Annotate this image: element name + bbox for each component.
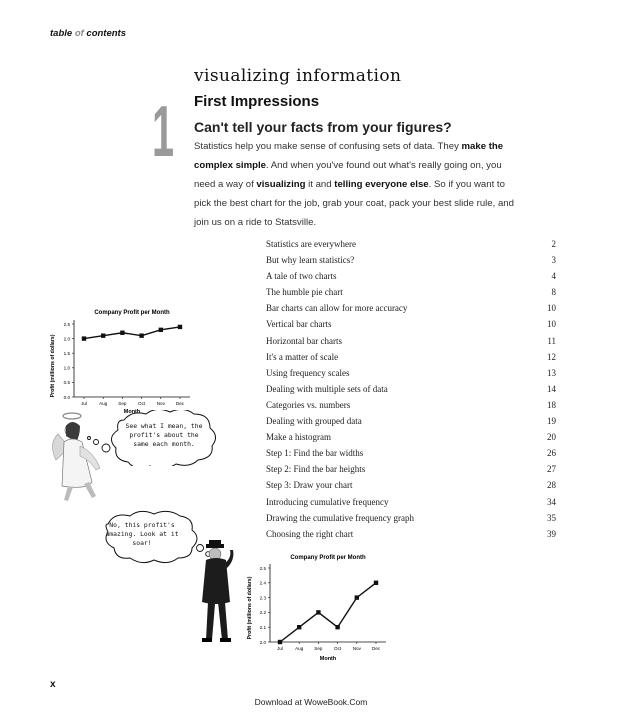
toc-entry[interactable] [266,446,556,462]
toc-entry-title: The humble pie chart [266,287,343,298]
page-number: x [50,679,56,690]
toc-entry-page: 35 [547,512,556,523]
toc-entry-title: Make a histogram [266,432,331,443]
toc-entry-title: Statistics are everywhere [266,239,356,249]
x-tick-label: Nov [156,401,165,406]
header-of: of [74,28,84,39]
y-axis-label: Profit (millions of dollars) [247,576,253,640]
series-line [84,327,180,339]
data-point [139,333,143,337]
toc-entry-title: Choosing the right chart [266,528,354,539]
data-point [374,581,378,585]
toc-entry[interactable] [266,511,556,527]
toc-entry-page: 27 [547,464,556,475]
toc-entry[interactable] [266,366,556,382]
toc-entry-page: 11 [547,335,556,346]
x-tick-label: Aug [295,646,304,651]
toc-entry-page: 26 [547,448,556,459]
toc-entry-title: Drawing the cumulative frequency graph [266,512,414,523]
toc-entry-title: Vertical bar charts [266,319,332,330]
toc-entry-page: 13 [547,367,556,378]
header-text-end: contents [83,28,127,39]
toc-entry[interactable] [266,237,556,253]
flat-profit-chart [48,304,196,416]
toc-entry-page: 8 [551,287,556,298]
y-axis-label: Profit (millions of dollars) [50,334,56,398]
x-axis-label: Month [123,409,141,415]
y-tick-label: 1.0 [63,365,70,371]
intro-text: it and [305,179,335,190]
y-tick-label: 0.5 [63,380,70,386]
intro-emphasis: make the complex simple [194,141,504,171]
x-tick-label: Dec [175,401,185,406]
x-tick-label: Oct [334,646,342,651]
toc-entry[interactable] [266,398,556,414]
data-point [335,625,339,629]
soaring-profit-chart [244,550,394,662]
x-tick-label: Sep [118,401,127,406]
x-tick-label: Jul [81,401,87,406]
data-point [355,595,359,599]
y-tick-label: 2.5 [259,565,266,571]
toc-entry-title: Dealing with grouped data [266,416,362,427]
toc-list [266,237,556,543]
toc-entry[interactable] [266,430,556,446]
intro-text: Statistics help you make sense of confusing sets of data. They [194,141,462,152]
toc-entry-page: 19 [547,416,556,427]
chapter-number: 1 [152,92,173,172]
header-text: table [50,28,75,39]
chapter-intro [194,137,524,232]
toc-entry[interactable] [266,317,556,333]
toc-entry-title: Bar charts can allow for more accuracy [266,303,408,314]
toc-entry[interactable] [266,253,556,269]
toc-entry[interactable] [266,382,556,398]
y-tick-label: 2.0 [63,336,70,342]
intro-text: . And when you've found out what's really going on, you need a way of [194,160,502,190]
x-tick-label: Oct [138,401,146,406]
toc-entry[interactable] [266,350,556,366]
toc-entry-page: 2 [551,239,556,249]
toc-entry[interactable] [266,285,556,301]
toc-entry[interactable] [266,527,556,543]
footer-watermark: Download at WoweBook.Com [254,697,368,707]
toc-entry-page: 10 [547,319,556,330]
toc-entry-title: Categories vs. numbers [266,399,351,410]
y-tick-label: 2.2 [259,610,266,616]
angel-illustration [52,408,118,508]
toc-entry-title: Introducing cumulative frequency [266,496,389,507]
toc-entry-page: 18 [547,399,556,410]
x-tick-label: Nov [352,646,361,651]
toc-entry[interactable] [266,462,556,478]
toc-entry-title: Horizontal bar charts [266,335,342,346]
data-point [297,625,301,629]
toc-entry[interactable] [266,334,556,350]
toc-entry-title: Step 2: Find the bar heights [266,464,366,475]
toc-entry-title: But why learn statistics? [266,255,355,266]
toc-entry[interactable] [266,269,556,285]
intro-emphasis: visualizing [256,179,306,190]
data-point [120,331,124,335]
data-point [316,610,320,614]
chapter-title: First Impressions [194,93,320,110]
y-tick-label: 2.0 [259,639,266,645]
y-tick-label: 2.1 [259,625,266,630]
toc-entry-page: 28 [547,480,556,491]
toc-entry[interactable] [266,478,556,494]
data-point [178,325,182,329]
data-point [82,336,86,340]
toc-entry-page: 12 [547,351,556,362]
y-tick-label: 2.5 [63,321,70,327]
man-illustration [196,540,242,646]
intro-text: . So if you want to pick the best chart for the job, grab your coat, pack your best slide rule, and join us on a ride to Statsville. [194,179,514,228]
chapter-kicker: visualizing information [194,66,402,86]
toc-entry[interactable] [266,301,556,317]
toc-entry[interactable] [266,495,556,511]
data-point [159,328,163,332]
chart-title: Company Profit per Month [290,555,366,561]
toc-entry-page: 34 [547,496,556,507]
toc-entry-page: 10 [547,303,556,314]
toc-entry-title: Dealing with multiple sets of data [266,383,388,394]
data-point [101,333,105,337]
toc-entry-title: A tale of two charts [266,271,337,282]
x-tick-label: Sep [314,646,323,651]
y-tick-label: 2.4 [259,580,266,586]
running-header [50,28,126,39]
toc-entry-title: Step 1: Find the bar widths [266,448,364,459]
series-line [280,583,376,642]
angel-quote: See what I mean, the profit's about the same each month. [125,422,203,448]
chart-title: Company Profit per Month [94,310,170,316]
chapter-subtitle: Can't tell your facts from your figures? [194,119,452,135]
y-tick-label: 2.3 [259,595,266,601]
data-point [278,640,282,644]
x-tick-label: Aug [99,401,108,406]
toc-entry-page: 4 [551,271,556,282]
y-tick-label: 0.0 [63,394,70,400]
toc-entry-page: 14 [547,383,556,394]
toc-entry-page: 39 [547,528,556,539]
toc-entry-title: Step 3: Draw your chart [266,480,353,491]
y-tick-label: 1.5 [63,351,70,356]
man-quote: No, this profit's amazing. Look at it soar! [105,521,179,547]
toc-entry-page: 20 [547,432,556,443]
x-tick-label: Jul [277,646,283,651]
toc-entry-title: It's a matter of scale [266,351,339,362]
toc-entry-page: 3 [551,255,556,266]
toc-entry[interactable] [266,414,556,430]
x-axis-label: Month [319,656,337,662]
intro-emphasis: telling everyone else [334,179,429,190]
x-tick-label: Dec [371,646,381,651]
toc-entry-title: Using frequency scales [266,367,350,378]
